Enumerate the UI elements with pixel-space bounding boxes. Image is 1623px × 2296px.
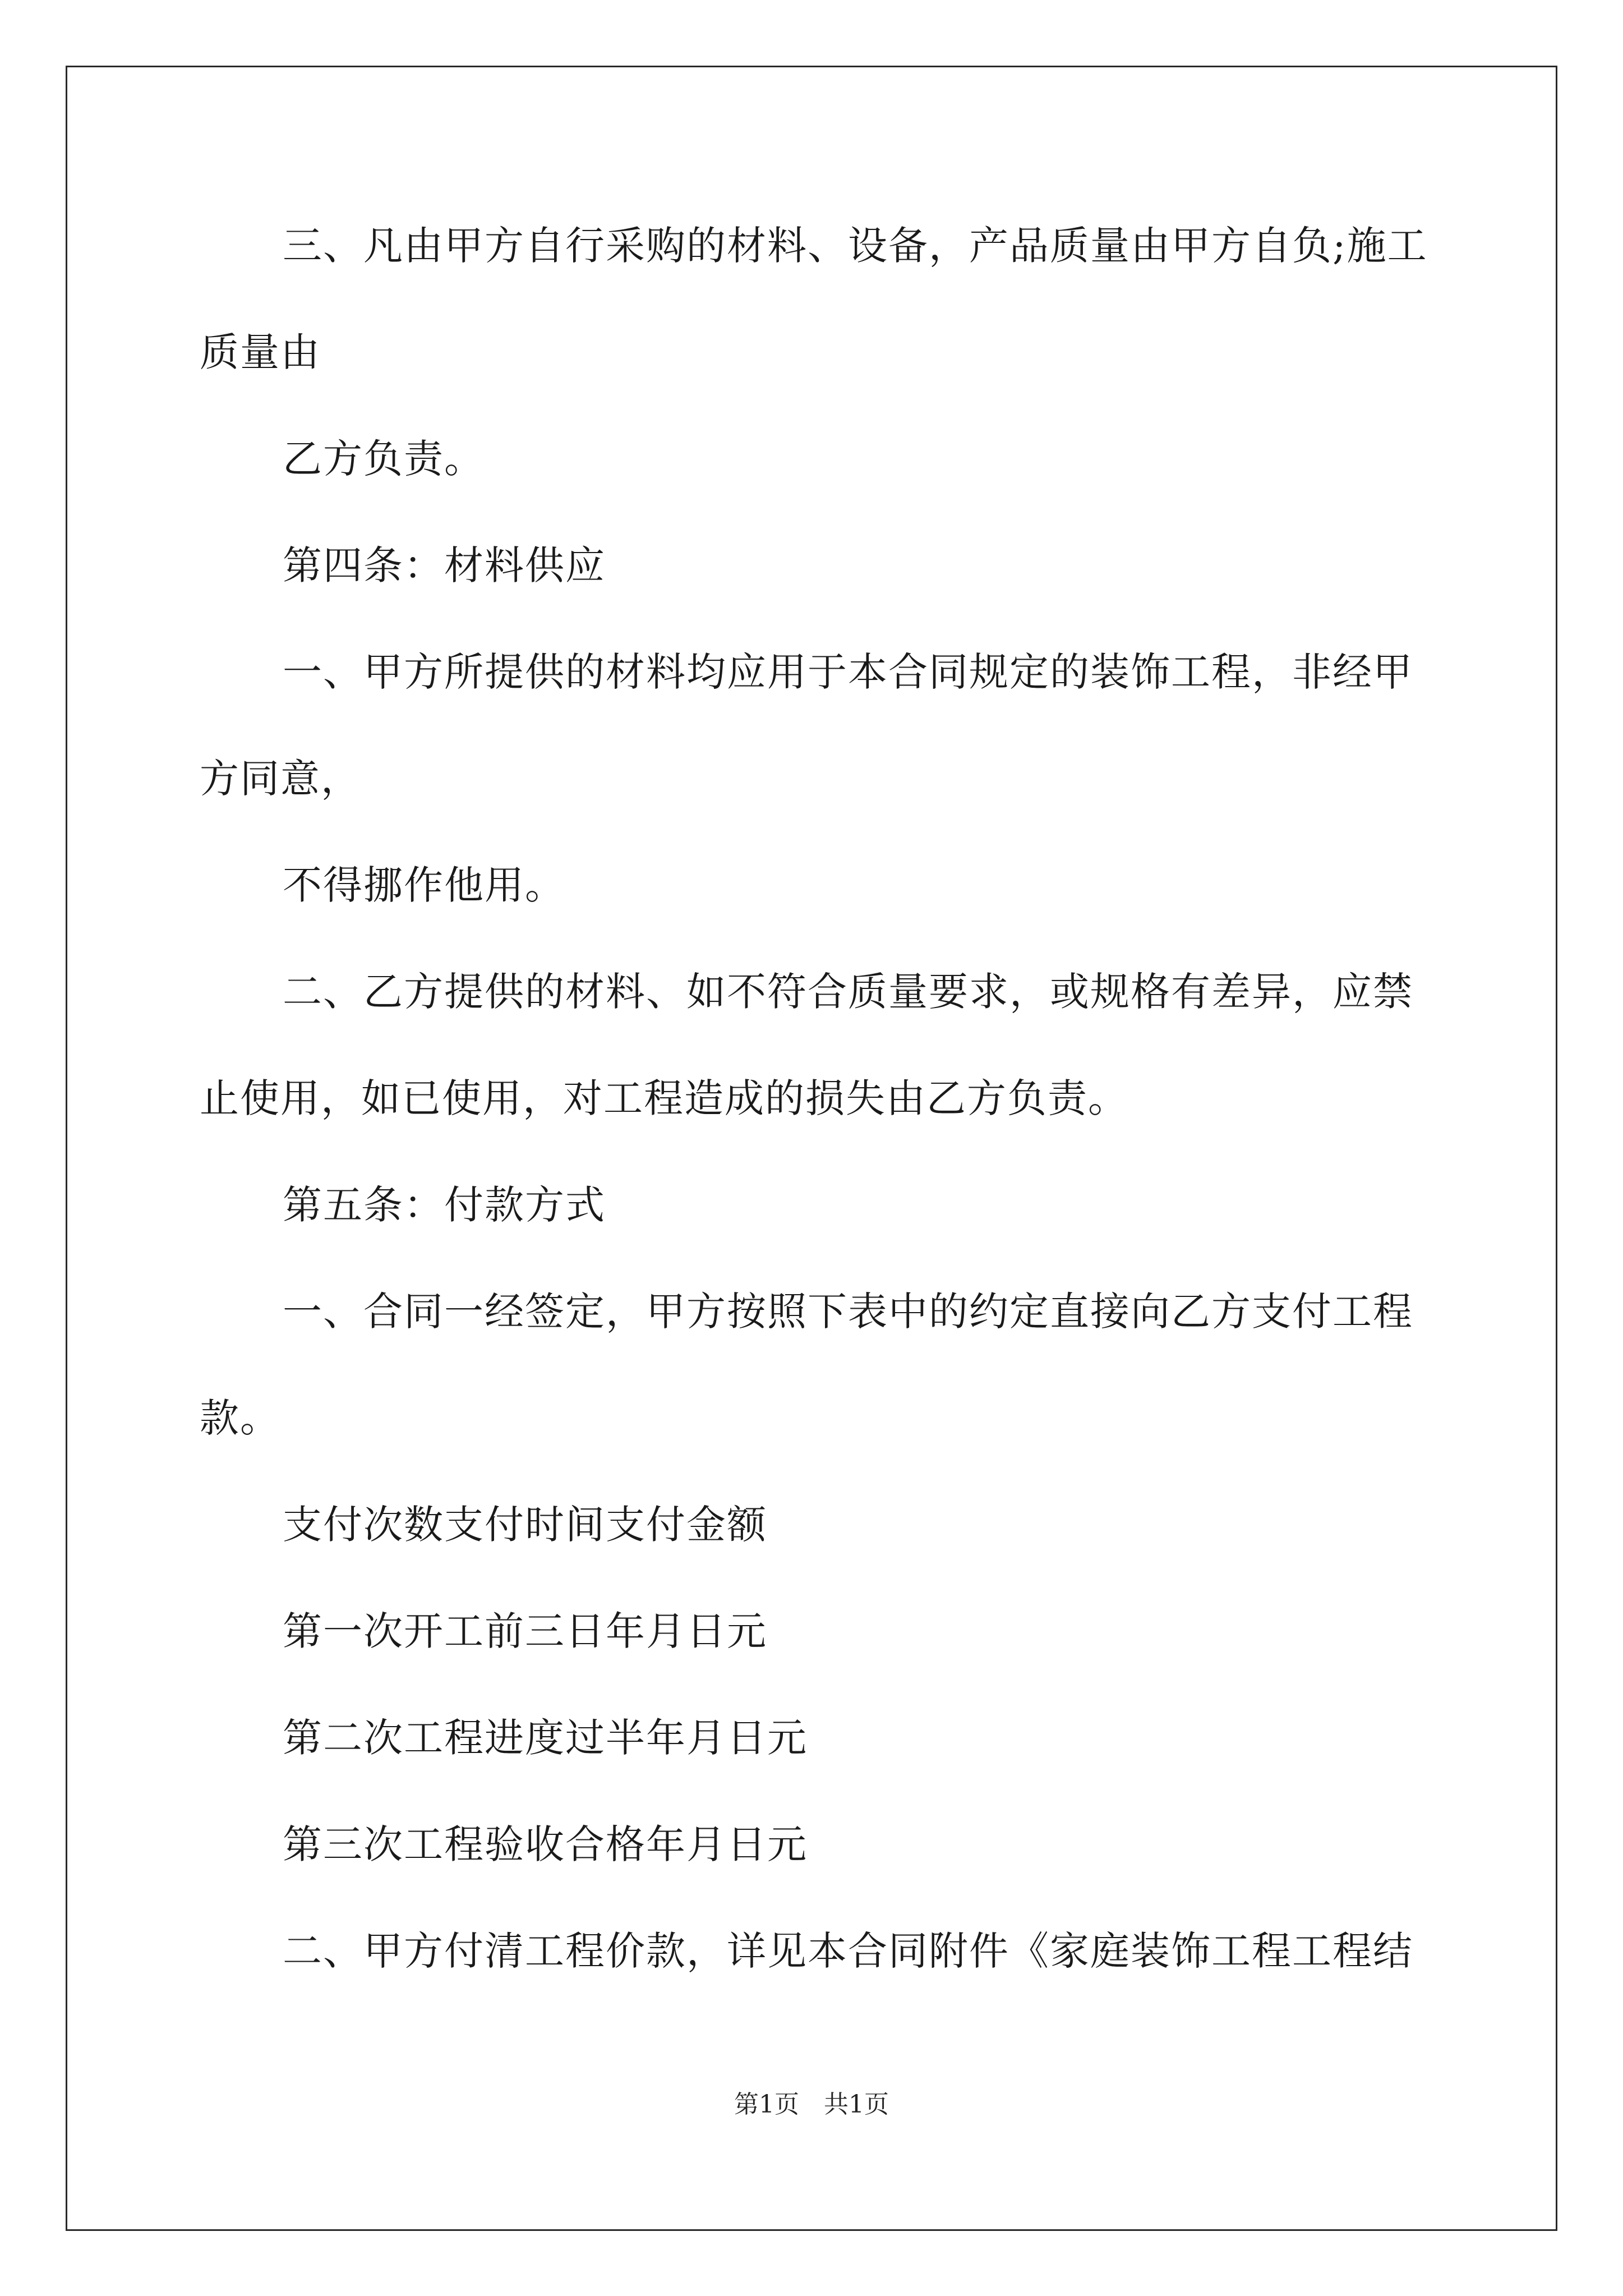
text-line: 止使用，如已使用，对工程造成的损失由乙方负责。	[200, 1075, 1128, 1121]
text-line: 质量由	[200, 329, 321, 375]
text-line: 不得挪作他用。	[283, 862, 565, 908]
text-line: 二、甲方付清工程价款，详见本合同附件《家庭装饰工程工程结	[283, 1928, 1413, 1974]
text-line: 款。	[200, 1395, 280, 1441]
text-line: 一、合同一经签定，甲方按照下表中的约定直接向乙方支付工程	[283, 1289, 1413, 1335]
text-line: 方同意，	[200, 756, 361, 802]
text-line: 一、甲方所提供的材料均应用于本合同规定的装饰工程，非经甲	[283, 649, 1413, 695]
page-border	[66, 66, 1557, 2231]
payment-row: 第二次工程进度过半年月日元	[283, 1715, 808, 1761]
payment-table-header: 支付次数支付时间支付金额	[283, 1502, 767, 1548]
payment-row: 第一次开工前三日年月日元	[283, 1608, 767, 1654]
text-line: 二、乙方提供的材料、如不符合质量要求，或规格有差异，应禁	[283, 969, 1413, 1015]
payment-row: 第三次工程验收合格年月日元	[283, 1821, 808, 1867]
text-line: 乙方负责。	[283, 436, 485, 482]
page-number: 第1页 共1页	[734, 2090, 889, 2119]
section-heading: 第四条：材料供应	[283, 542, 606, 588]
text-line: 三、凡由甲方自行采购的材料、设备，产品质量由甲方自负;施工	[283, 223, 1428, 269]
section-heading: 第五条：付款方式	[283, 1182, 606, 1228]
